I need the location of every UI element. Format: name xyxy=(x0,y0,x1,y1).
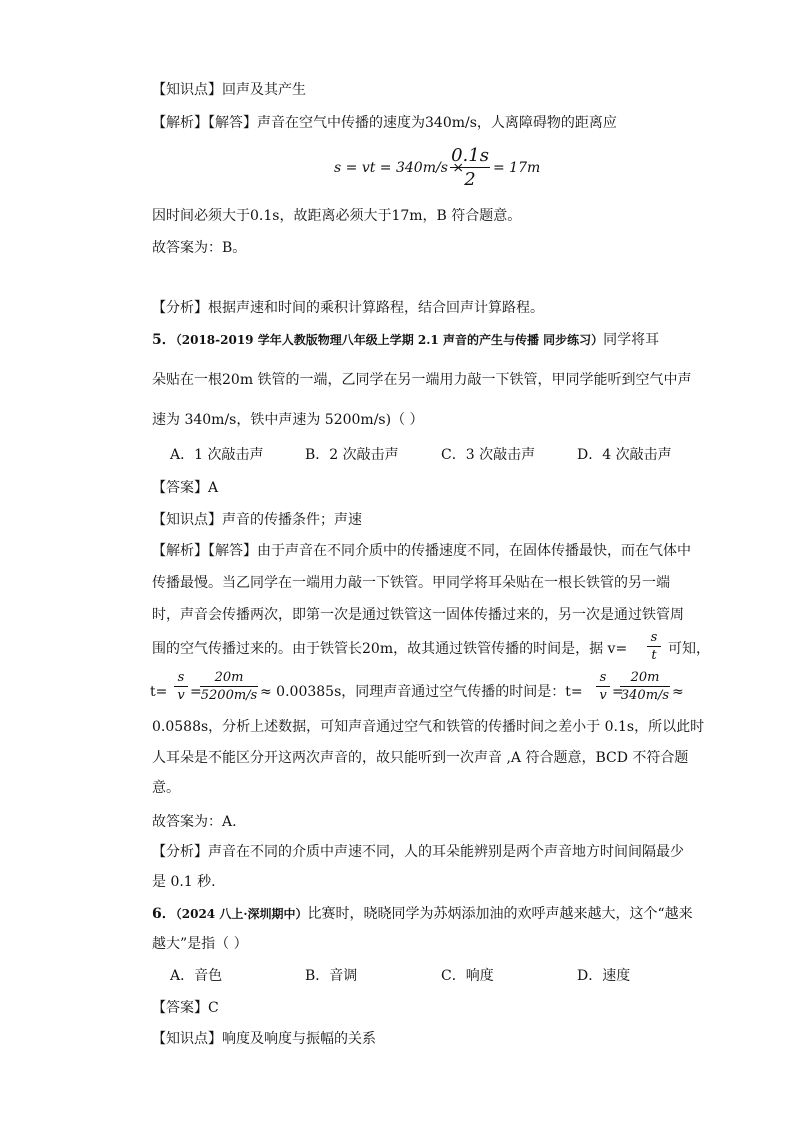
question-6-header xyxy=(152,904,693,924)
approx-sign: ≈ xyxy=(672,684,684,700)
question-source: （2018-2019 学年人教版物理八年级上学期 2.1 声音的产生与传播 同步练习） xyxy=(175,333,604,347)
q5-summary-2: 是 0.1 秒. xyxy=(152,874,216,890)
question-number: 5． xyxy=(152,332,176,348)
question-text: 比赛时，晓晓同学为苏炳添加油的欢呼声越来越大，这个“越来 xyxy=(307,906,693,922)
frac-den: v xyxy=(177,688,185,703)
q5-summary-1: 【分析】声音在不同的介质中声速不同，人的耳朵能辨别是两个声音地方时间间隔最少 xyxy=(152,844,684,860)
q6-answer: 【答案】C xyxy=(152,1000,219,1016)
q5-analysis-4b: 可知， xyxy=(668,641,710,657)
q5-analysis-7: 人耳朵是不能区分开这两次声音的，故只能听到一次声音 ,A 符合题意，BCD 不符合题 xyxy=(152,750,689,766)
question-5-text-3: 速为 340m/s，铁中声速为 5200m/s)（ ） xyxy=(152,412,424,428)
question-6-text-2: 越大”是指（ ） xyxy=(152,936,248,952)
frac-num: s xyxy=(599,670,607,685)
frac-den: t xyxy=(651,648,657,663)
question-number: 6． xyxy=(152,906,176,922)
q5-option-d: D．4 次敲击声 xyxy=(577,447,672,463)
knowledge-point-line: 【知识点】回声及其产生 xyxy=(152,82,306,98)
question-5-header xyxy=(152,330,659,350)
q6-option-a: A．音色 xyxy=(170,968,223,984)
equals-2: = xyxy=(612,684,624,700)
t-equals: t= xyxy=(150,684,168,700)
eq-denominator: 2 xyxy=(464,169,476,190)
question-source: （2024 八上·深圳期中） xyxy=(175,907,308,921)
q5-analysis-1: 【解析】【解答】由于声音在不同介质中的传播速度不同，在固体传播最快，而在气体中 xyxy=(152,543,691,559)
formula-mid-text: ≈ 0.00385s，同理声音通过空气传播的时间是：t= xyxy=(260,684,583,700)
q5-knowledge-point: 【知识点】声音的传播条件；声速 xyxy=(152,512,362,528)
analysis-line: 【解析】【解答】声音在空气中传播的速度为340m/s，人离障碍物的距离应 xyxy=(152,115,617,131)
q5-analysis-8: 意。 xyxy=(152,780,180,796)
q5-analysis-6: 0.0588s，分析上述数据，可知声音通过空气和铁管的传播时间之差小于 0.1s，所以此时 xyxy=(152,719,705,735)
fraction-s-over-t xyxy=(647,630,661,663)
q5-analysis-4 xyxy=(152,639,627,659)
fraction-s-over-v-1 xyxy=(174,670,188,703)
frac-den: 340m/s xyxy=(620,688,670,703)
reason-line: 因时间必须大于0.1s，故距离必须大于17m，B 符合题意。 xyxy=(152,208,522,224)
equals-1: = xyxy=(190,684,202,700)
fraction-s-over-v-2 xyxy=(596,670,610,703)
frac-den: v xyxy=(599,688,607,703)
q6-option-c: C．响度 xyxy=(441,968,494,984)
answer-line: 故答案为：B。 xyxy=(152,240,247,256)
q6-knowledge-point: 【知识点】响度及响度与振幅的关系 xyxy=(152,1031,376,1047)
eq-fraction xyxy=(450,145,490,190)
fraction-20m-5200 xyxy=(200,670,258,703)
q6-option-d: D．速度 xyxy=(577,968,631,984)
frac-num: 20m xyxy=(630,670,660,685)
q5-option-b: B．2 次敲击声 xyxy=(305,447,399,463)
q5-option-c: C．3 次敲击声 xyxy=(441,447,536,463)
frac-den: 5200m/s xyxy=(200,688,258,703)
q5-analysis-2: 传播最慢。当乙同学在一端用力敲一下铁管。甲同学将耳朵贴在一根长铁管的另一端 xyxy=(152,575,670,591)
q5-analysis-4-text: 围的空气传播过来的。由于铁管长20m，故其通过铁管传播的时间是，据 v= xyxy=(152,641,628,657)
q5-analysis-3: 时，声音会传播两次，即第一次是通过铁管这一固体传播过来的，另一次是通过铁管周 xyxy=(152,607,684,623)
eq-lhs: s = vt = 340m/s × xyxy=(334,160,465,176)
q5-answer: 【答案】A xyxy=(152,480,219,496)
fraction-20m-340 xyxy=(620,670,670,703)
analysis-summary-line: 【分析】根据声速和时间的乘积计算路程，结合回声计算路程。 xyxy=(152,300,544,316)
question-5-text-2: 朵贴在一根20m 铁管的一端，乙同学在另一端用力敲一下铁管，甲同学能听到空气中声 xyxy=(152,372,692,388)
frac-num: 20m xyxy=(214,670,244,685)
eq-rhs: = 17m xyxy=(493,160,541,176)
eq-numerator: 0.1s xyxy=(451,145,489,166)
q6-option-b: B．音调 xyxy=(305,968,358,984)
q5-option-a: A．1 次敲击声 xyxy=(170,447,264,463)
q5-final-answer: 故答案为：A. xyxy=(152,814,237,830)
frac-num: s xyxy=(177,670,185,685)
question-text: 同学将耳 xyxy=(603,332,660,348)
frac-num: s xyxy=(650,630,658,645)
